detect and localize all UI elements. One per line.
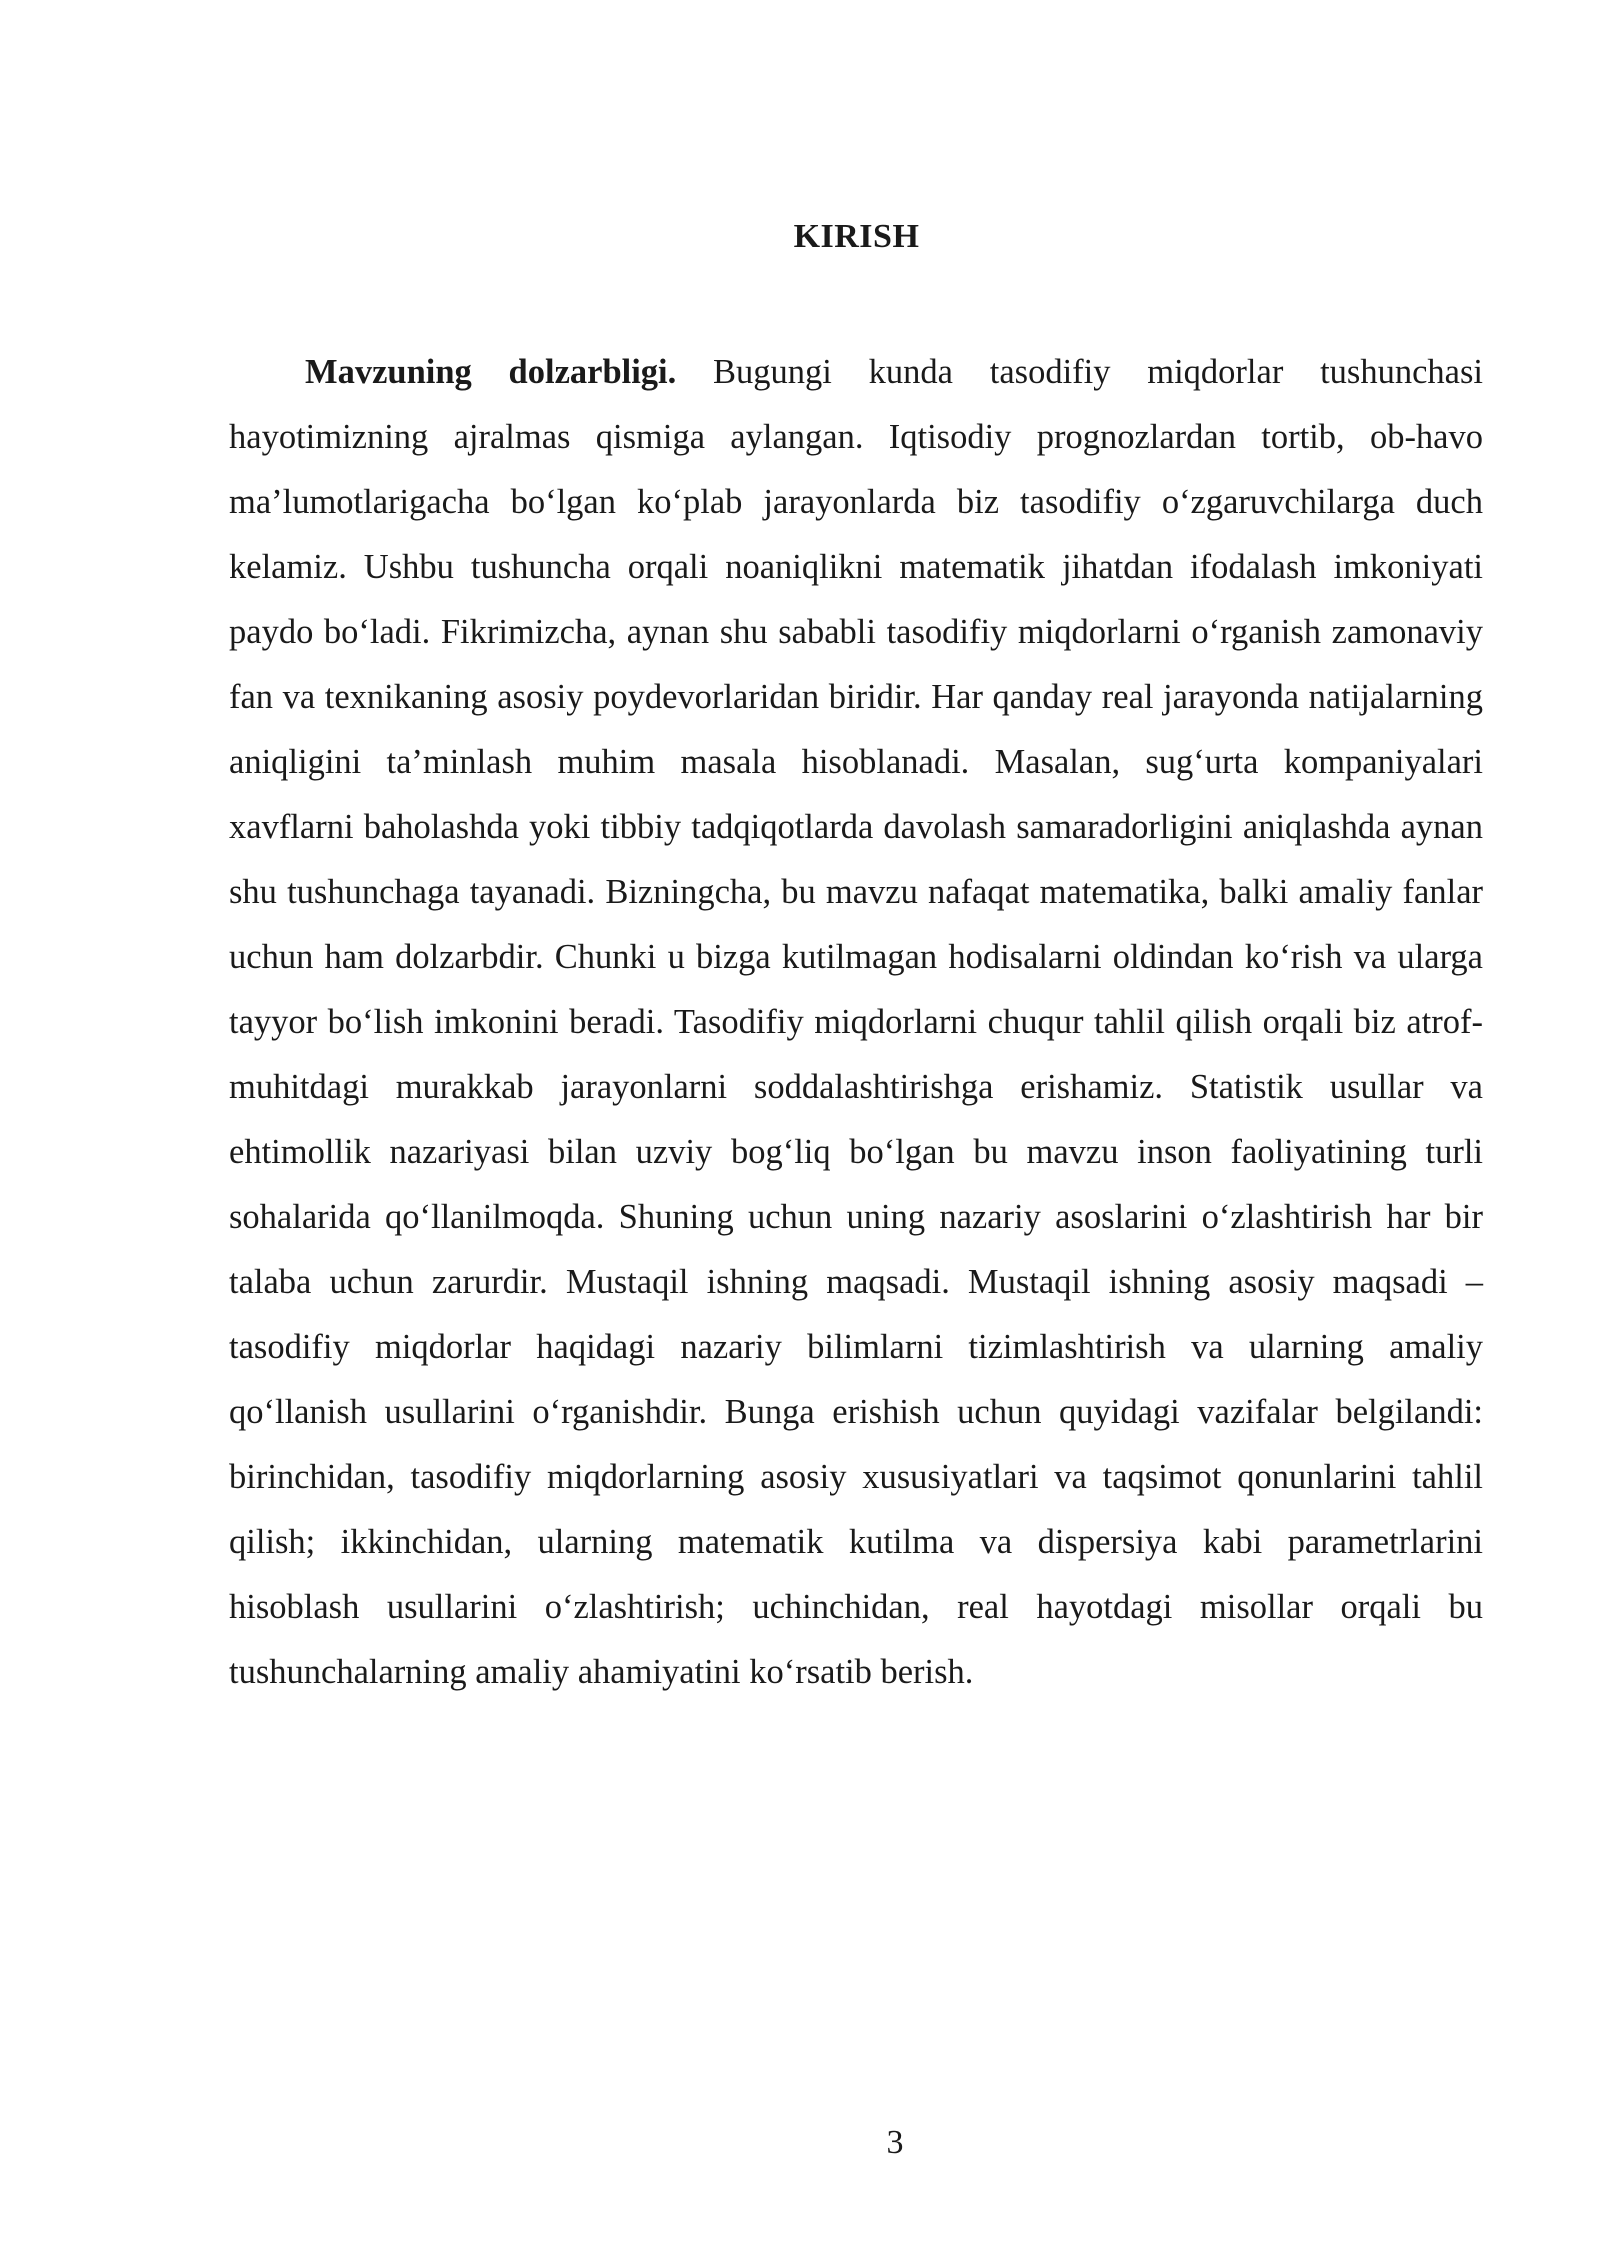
paragraph-text: Bugungi kunda tasodifiy miqdorlar tushunchasi hayotimizning ajralmas qismiga aylangan. Iqtisodiy prognozlardan tortib, ob-havo ma’lumotlarigacha bo‘lgan ko‘plab jarayonlarda biz tasodifiy o‘zgaruvchilarga duch kelamiz. Ushbu tushuncha orqali noaniqlikni matematik jihatdan ifodalash imkoniyati paydo bo‘ladi. Fikrimizcha, aynan shu sababli tasodifiy miqdorlarni o‘rganish zamonaviy fan va texnikaning asosiy poydevorlaridan biridir. Har qanday real jarayonda natijalarning aniqligini ta’minlash muhim masala hisoblanadi. Masalan, sug‘urta kompaniyalari xavflarni baholashda yoki tibbiy tadqiqotlarda davolash samaradorligini aniqlashda aynan shu tushunchaga tayanadi. Bizningcha, bu mavzu nafaqat matematika, balki amaliy fanlar uchun ham dolzarbdir. Chunki u bizga kutilmagan hodisalarni oldindan ko‘rish va ularga tayyor bo‘lish imkonini beradi. Tasodifiy miqdorlarni chuqur tahlil qilish orqali biz atrof-muhitdagi murakkab jarayonlarni soddalashtirishga erishamiz. Statistik usullar va ehtimollik nazariyasi bilan uzviy bog‘liq bo‘lgan bu mavzu inson faoliyatining turli sohalarida qo‘llanilmoqda. Shuning uchun uning nazariy asoslarini o‘zlashtirish har bir talaba uchun zarurdir. Mustaqil ishning maqsadi. Mustaqil ishning asosiy maqsadi – tasodifiy miqdorlar haqidagi nazariy bilimlarni tizimlashtirish va ularning amaliy qo‘llanish usullarini o‘rganishdir. Bunga erishish uchun quyidagi vazifalar belgilandi: birinchidan, tasodifiy miqdorlarning asosiy xususiyatlari va taqsimot qonunlarini tahlil qilish; ikkinchidan, ularning matematik kutilma va dispersiya kabi parametrlarini hisoblash usullarini o‘zlashtirish; uchinchidan, real hayotdagi misollar orqali bu tushunchalarning amaliy ahamiyatini ko‘rsatib berish. <box>229 353 1483 1691</box>
paragraph-lead: Mavzuning dolzarbligi. <box>305 353 677 391</box>
page-number: 3 <box>886 2124 904 2161</box>
page-title: KIRISH <box>793 218 920 255</box>
body-paragraph <box>229 340 1483 1705</box>
